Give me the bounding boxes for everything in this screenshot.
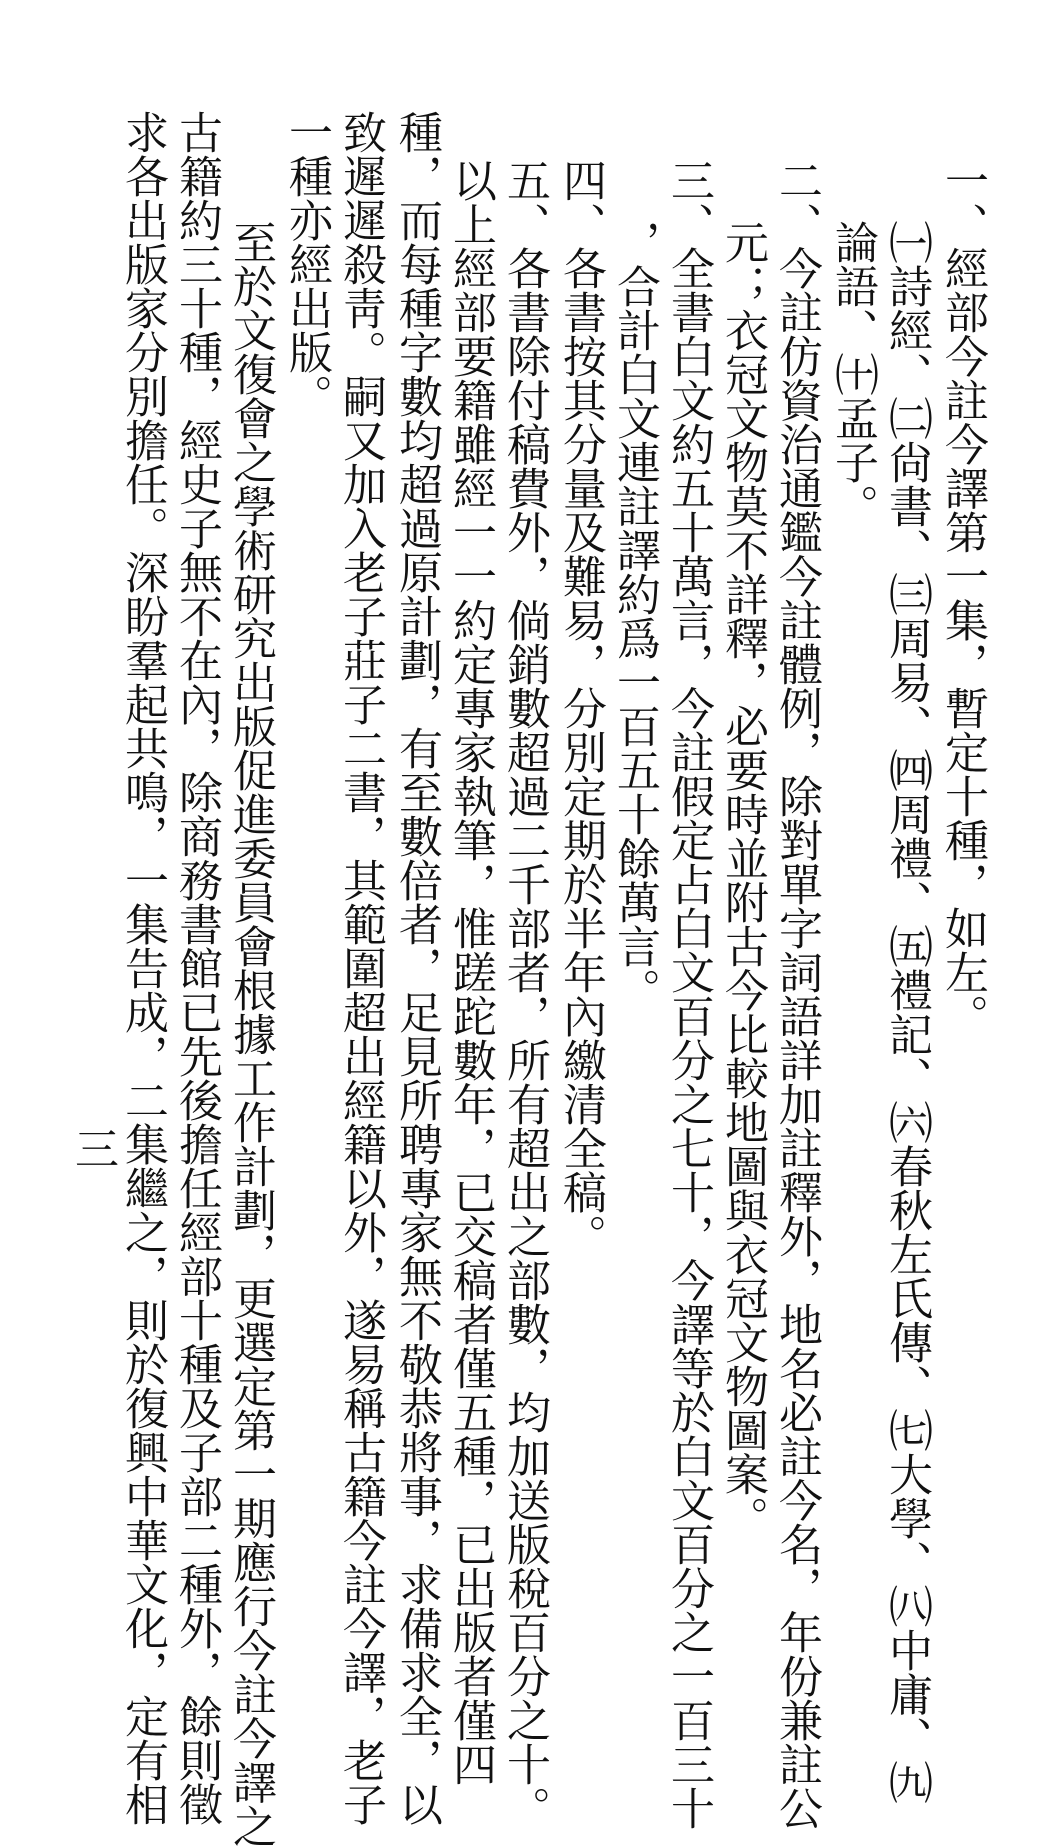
- text-column-4: 二、今註仿資治通鑑今註體例，除對單字詞語詳加註釋外，地名必註今名，年份兼註公: [771, 158, 822, 1830]
- text-column-9: 五、各書除付稿費外，倘銷數超過二千部者，所有超出之部數，均加送版稅百分之十。: [499, 158, 550, 1830]
- text-column-7: ，合計白文連註譯約爲一百五十餘萬言。: [609, 220, 660, 1012]
- text-column-10: 以上經部要籍雖經一一約定專家執筆，惟蹉跎數年，已交稿者僅五種，已出版者僅四: [445, 158, 496, 1786]
- text-column-6: 三、全書白文約五十萬言，今註假定占白文百分之七十，今譯等於白文百分之一百三十: [663, 158, 714, 1830]
- text-column-14: 至於文復會之學術研究出版促進委員會根據工作計劃，更選定第一期應行今註今譯之: [225, 220, 276, 1848]
- page-number: 三: [67, 1126, 118, 1170]
- text-column-1: 一、經部今註今譯第一集，暫定十種，如左。: [937, 158, 988, 1038]
- text-column-15: 古籍約三十種，經史子無不在內，除商務書館已先後擔任經部十種及子部二種外，餘則徵: [171, 110, 222, 1826]
- text-column-11: 種，而每種字數均超過原計劃，有至數倍者，足見所聘專家無不敬恭將事，求備求全，以: [391, 110, 442, 1826]
- text-column-16: 求各出版家分別擔任。深盼羣起共鳴，一集告成，二集繼之，則於復興中華文化，定有相: [117, 110, 168, 1826]
- text-column-12: 致遲遲殺靑。嗣又加入老子莊子二書，其範圍超出經籍以外，遂易稱古籍今註今譯，老子: [335, 110, 386, 1826]
- text-column-2: ㈠詩經、㈡尙書、㈢周易、㈣周禮、㈤禮記、㈥春秋左氏傳、㈦大學、㈧中庸、㈨: [881, 220, 932, 1804]
- text-column-13: 一種亦經出版。: [281, 110, 332, 418]
- text-column-8: 四、各書按其分量及難易，分別定期於半年內繳清全稿。: [555, 158, 606, 1258]
- text-column-3: 論語、㈩孟子。: [827, 220, 878, 528]
- text-column-5: 元；衣冠文物莫不詳釋，必要時並附古今比較地圖與衣冠文物圖案。: [717, 220, 768, 1540]
